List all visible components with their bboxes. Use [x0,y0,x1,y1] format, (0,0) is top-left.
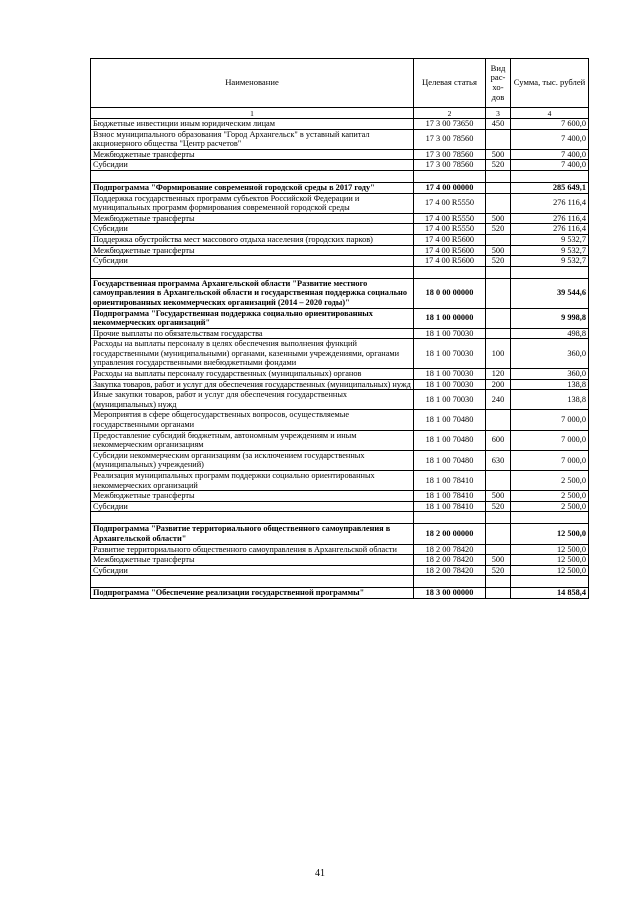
row-code: 17 4 00 R5550 [414,224,486,235]
row-code: 17 4 00 R5600 [414,245,486,256]
column-number: 4 [511,108,589,119]
row-code: 18 1 00 70030 [414,339,486,369]
spacer-cell [91,266,414,278]
row-code: 18 1 00 70030 [414,369,486,380]
row-expense-type [486,234,511,245]
spacer-cell [486,512,511,524]
row-expense-type: 500 [486,491,511,502]
header-code: Целевая статья [414,59,486,108]
spacer-cell [414,170,486,182]
row-code: 18 1 00 78410 [414,501,486,512]
table-row [91,491,589,502]
table-row [91,450,589,470]
row-sum: 12 500,0 [511,544,589,555]
table-header-row [91,59,589,108]
row-sum: 276 116,4 [511,193,589,213]
row-code: 18 3 00 00000 [414,588,486,599]
header-expense-type: Вид рас-хо-дов [486,59,511,108]
row-sum: 138,8 [511,379,589,390]
row-name: Развитие территориального общественного самоуправления в Архангельской области [91,544,414,555]
row-code: 18 1 00 70480 [414,450,486,470]
row-expense-type [486,182,511,193]
row-name: Закупка товаров, работ и услуг для обеспечения государственных (муниципальных) нужд [91,379,414,390]
row-expense-type: 200 [486,379,511,390]
row-code: 18 1 00 70480 [414,430,486,450]
row-code: 18 2 00 78420 [414,565,486,576]
row-sum: 360,0 [511,339,589,369]
row-expense-type [486,588,511,599]
spacer-cell [414,512,486,524]
row-name: Поддержка обустройства мест массового отдыха населения (городских парков) [91,234,414,245]
row-expense-type [486,471,511,491]
spacer-cell [486,170,511,182]
row-code: 18 1 00 70030 [414,328,486,339]
row-expense-type: 240 [486,390,511,410]
row-code: 17 4 00 R5600 [414,234,486,245]
row-expense-type: 500 [486,213,511,224]
table-row [91,119,589,130]
spacer-row [91,576,589,588]
row-code: 17 4 00 R5550 [414,213,486,224]
row-expense-type: 520 [486,224,511,235]
row-sum: 138,8 [511,390,589,410]
table-row [91,430,589,450]
row-name: Субсидии [91,501,414,512]
spacer-row [91,170,589,182]
table-row [91,328,589,339]
spacer-cell [91,512,414,524]
row-sum: 7 000,0 [511,410,589,430]
row-name: Межбюджетные трансферты [91,491,414,502]
table-row [91,379,589,390]
row-name: Взнос муниципального образования "Город Архангельск" в уставный капитал акционерного общества "Центр расчетов" [91,129,414,149]
table-row [91,369,589,380]
row-expense-type [486,193,511,213]
row-expense-type [486,328,511,339]
row-sum: 9 532,7 [511,234,589,245]
row-sum: 7 400,0 [511,160,589,171]
row-code: 17 3 00 73650 [414,119,486,130]
spacer-cell [91,576,414,588]
row-expense-type: 520 [486,565,511,576]
spacer-row [91,266,589,278]
table-row [91,339,589,369]
row-sum: 7 400,0 [511,129,589,149]
budget-table-page [90,58,588,599]
row-expense-type [486,308,511,328]
table-row [91,213,589,224]
row-sum: 12 500,0 [511,524,589,544]
row-name: Иные закупки товаров, работ и услуг для обеспечения государственных (муниципальных) нужд [91,390,414,410]
table-row [91,234,589,245]
spacer-row [91,512,589,524]
row-sum: 7 600,0 [511,119,589,130]
row-expense-type: 450 [486,119,511,130]
table-row [91,471,589,491]
row-expense-type [486,524,511,544]
row-name: Расходы на выплаты персоналу в целях обеспечения выполнения функций государственными (муниципальными) органами, казенными учреждениями, органами управления государственными внебюджетными фондами [91,339,414,369]
row-code: 18 2 00 78420 [414,544,486,555]
row-sum: 9 532,7 [511,245,589,256]
program-row [91,182,589,193]
row-expense-type: 500 [486,555,511,566]
row-code: 17 4 00 R5600 [414,256,486,267]
row-sum: 14 858,4 [511,588,589,599]
row-expense-type [486,278,511,308]
row-name: Субсидии некоммерческим организациям (за исключением государственных (муниципальных) учреждений) [91,450,414,470]
table-row [91,565,589,576]
program-row [91,588,589,599]
row-sum: 39 544,6 [511,278,589,308]
header-sum: Сумма, тыс. рублей [511,59,589,108]
row-code: 17 3 00 78560 [414,160,486,171]
table-row [91,501,589,512]
row-sum: 12 500,0 [511,555,589,566]
row-name: Поддержка государственных программ субъектов Российской Федерации и муниципальных программ формирования современной городской среды [91,193,414,213]
header-name: Наименование [91,59,414,108]
row-name: Субсидии [91,565,414,576]
row-expense-type: 600 [486,430,511,450]
row-sum: 2 500,0 [511,501,589,512]
row-sum: 7 000,0 [511,430,589,450]
row-expense-type [486,410,511,430]
row-name: Государственная программа Архангельской области "Развитие местного самоуправления в Архангельской области и государственная поддержка социально ориентированных некоммерческих организаций (2014 – 2020 годы)" [91,278,414,308]
row-name: Межбюджетные трансферты [91,555,414,566]
program-row [91,278,589,308]
table-row [91,410,589,430]
table-body [91,119,589,599]
row-expense-type: 520 [486,501,511,512]
page-number: 41 [315,868,325,879]
row-expense-type: 630 [486,450,511,470]
spacer-cell [511,512,589,524]
row-code: 18 2 00 00000 [414,524,486,544]
row-code: 18 1 00 00000 [414,308,486,328]
table-row [91,256,589,267]
row-expense-type [486,129,511,149]
row-name: Межбюджетные трансферты [91,213,414,224]
row-name: Предоставление субсидий бюджетным, автономным учреждениям и иным некоммерческим организациям [91,430,414,450]
table-row [91,555,589,566]
spacer-cell [414,266,486,278]
row-sum: 2 500,0 [511,491,589,502]
row-name: Межбюджетные трансферты [91,149,414,160]
row-name: Подпрограмма "Формирование современной городской среды в 2017 году" [91,182,414,193]
row-expense-type: 500 [486,245,511,256]
row-expense-type: 520 [486,160,511,171]
row-name: Подпрограмма "Развитие территориального общественного самоуправления в Архангельской области" [91,524,414,544]
spacer-cell [414,576,486,588]
row-sum: 9 998,8 [511,308,589,328]
program-row [91,524,589,544]
row-code: 18 0 00 00000 [414,278,486,308]
budget-table [90,58,589,599]
spacer-cell [486,266,511,278]
row-name: Субсидии [91,256,414,267]
row-code: 18 1 00 78410 [414,491,486,502]
table-row [91,224,589,235]
row-code: 17 3 00 78560 [414,149,486,160]
row-name: Подпрограмма "Государственная поддержка социально ориентированных некоммерческих организаций" [91,308,414,328]
spacer-cell [486,576,511,588]
column-number: 3 [486,108,511,119]
column-number-row [91,108,589,119]
column-number: 2 [414,108,486,119]
table-row [91,544,589,555]
row-code: 18 1 00 70030 [414,379,486,390]
row-code: 17 4 00 00000 [414,182,486,193]
row-name: Расходы на выплаты персоналу государственных (муниципальных) органов [91,369,414,380]
row-expense-type [486,544,511,555]
spacer-cell [511,576,589,588]
row-sum: 7 000,0 [511,450,589,470]
row-sum: 2 500,0 [511,471,589,491]
table-row [91,193,589,213]
row-sum: 7 400,0 [511,149,589,160]
row-sum: 360,0 [511,369,589,380]
table-row [91,390,589,410]
row-sum: 276 116,4 [511,224,589,235]
row-sum: 12 500,0 [511,565,589,576]
table-row [91,149,589,160]
row-name: Субсидии [91,160,414,171]
row-sum: 285 649,1 [511,182,589,193]
column-number: 1 [91,108,414,119]
row-name: Бюджетные инвестиции иным юридическим лицам [91,119,414,130]
table-row [91,160,589,171]
spacer-cell [91,170,414,182]
row-name: Подпрограмма "Обеспечение реализации государственной программы" [91,588,414,599]
row-code: 17 4 00 R5550 [414,193,486,213]
row-expense-type: 520 [486,256,511,267]
row-name: Реализация муниципальных программ поддержки социально ориентированных некоммерческих организаций [91,471,414,491]
row-name: Мероприятия в сфере общегосударственных вопросов, осуществляемые государственными органами [91,410,414,430]
row-code: 18 1 00 70480 [414,410,486,430]
row-name: Прочие выплаты по обязательствам государства [91,328,414,339]
table-row [91,245,589,256]
row-expense-type: 100 [486,339,511,369]
row-code: 17 3 00 78560 [414,129,486,149]
row-code: 18 2 00 78420 [414,555,486,566]
spacer-cell [511,266,589,278]
row-code: 18 1 00 70030 [414,390,486,410]
row-sum: 9 532,7 [511,256,589,267]
row-sum: 276 116,4 [511,213,589,224]
row-code: 18 1 00 78410 [414,471,486,491]
table-row [91,129,589,149]
spacer-cell [511,170,589,182]
row-sum: 498,8 [511,328,589,339]
row-expense-type: 120 [486,369,511,380]
row-name: Межбюджетные трансферты [91,245,414,256]
program-row [91,308,589,328]
row-name: Субсидии [91,224,414,235]
row-expense-type: 500 [486,149,511,160]
